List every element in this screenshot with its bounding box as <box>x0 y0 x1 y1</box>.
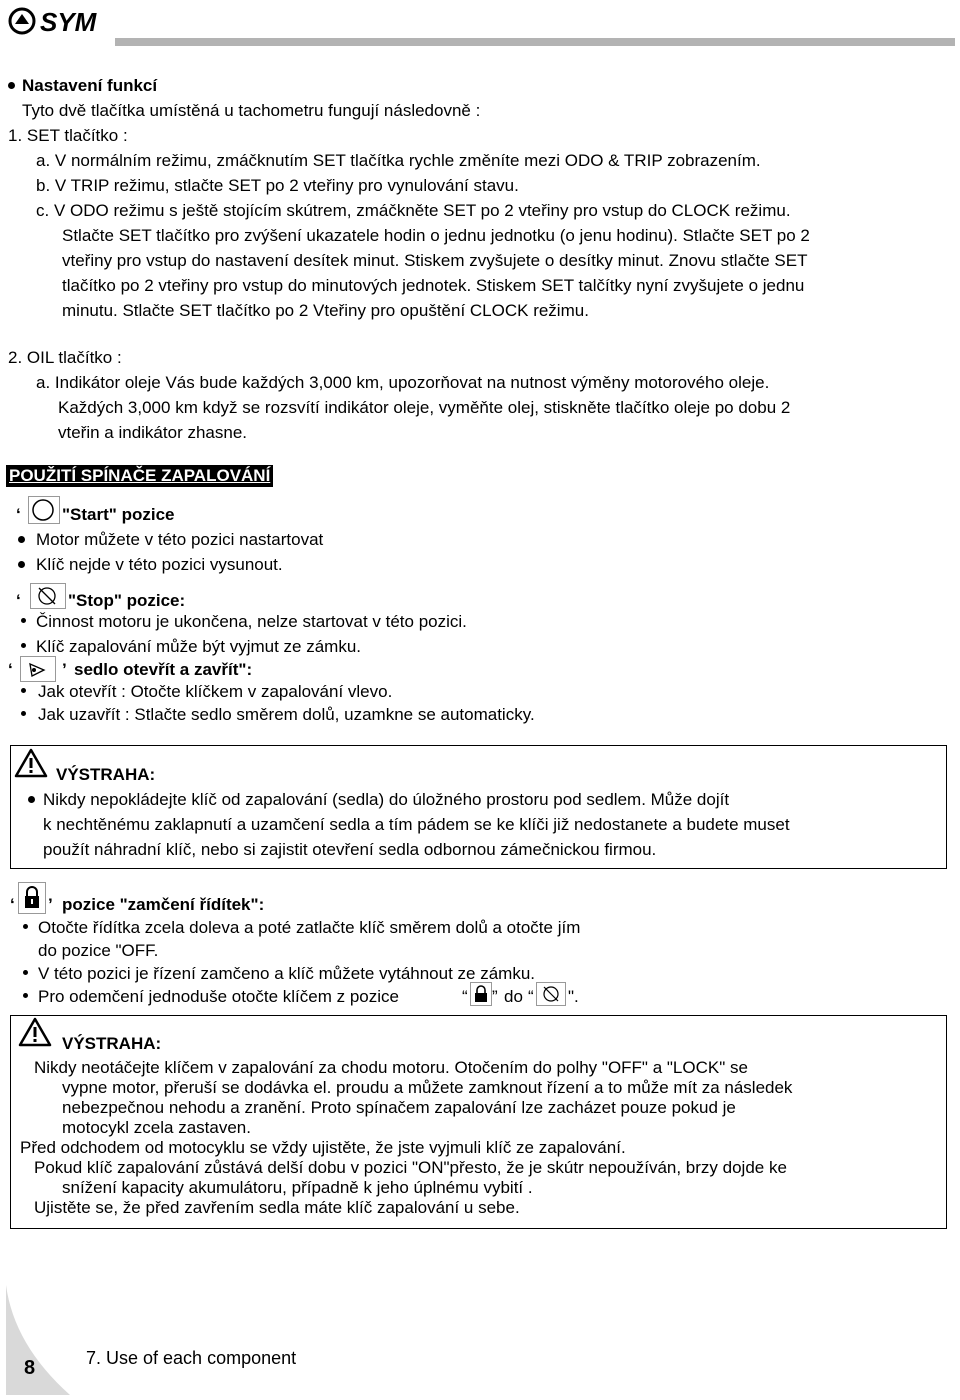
bullet-icon <box>21 688 26 693</box>
warning-line: použít náhradní klíč, nebo si zajistit otevření sedla odbornou zámečnickou firmou. <box>43 840 657 859</box>
warning-line: snížení kapacity akumulátoru, případně k jeho úplnému vybití . <box>62 1178 533 1197</box>
set-item-a: a. V normálním režimu, zmáčknutím SET tlačítka rychle změníte mezi ODO & TRIP zobrazením. <box>36 151 761 170</box>
settings-title: Nastavení funkcí <box>22 76 158 95</box>
bullet-icon <box>21 711 26 716</box>
set-item-c-line: minutu. Stlačte SET tlačítko po 2 Vteřiny pro opuštění CLOCK režimu. <box>62 301 589 320</box>
quote-mark: ‘ <box>8 660 13 679</box>
lock-item: Otočte řídítka zcela doleva a poté zatlačte klíč směrem dolů a otočte jím <box>38 918 581 937</box>
warning-icon <box>14 748 48 783</box>
bullet-icon <box>21 618 26 623</box>
brand-text: SYM <box>40 7 97 36</box>
lock-icon <box>18 882 46 919</box>
seat-label: sedlo otevřít a zavřít": <box>74 660 253 679</box>
settings-intro: Tyto dvě tlačítka umístěná u tachometru fungují následovně : <box>22 101 481 120</box>
oil-item-line: Každých 3,000 km když se rozsvítí indikátor oleje, vyměňte olej, stiskněte tlačítko oleje po dobu 2 <box>58 398 791 417</box>
warning-line: Před odchodem od motocyklu se vždy ujistěte, že jste vyjmuli klíč ze zapalování. <box>20 1138 626 1157</box>
page-number: 8 <box>24 1357 36 1379</box>
lock-end-mark: ". <box>568 987 579 1006</box>
bullet-icon <box>23 993 28 998</box>
warning-line: Ujistěte se, že před zavřením sedla máte klíč zapalování u sebe. <box>34 1198 520 1217</box>
stop-label: "Stop" pozice: <box>68 591 186 610</box>
footer-page-tab <box>0 1285 70 1400</box>
start-label: "Start" pozice <box>62 505 175 524</box>
oil-heading: 2. OIL tlačítko : <box>8 348 122 367</box>
warning-line: vypne motor, přeruší se dodávka el. proudu a můžete zamknout řízení a to může mít za následek <box>62 1078 793 1097</box>
quote-mark: ’ <box>62 660 67 679</box>
warning-line: Nikdy neotáčejte klíčem v zapalování za chodu motoru. Otočením do polhy "OFF" a "LOCK" se <box>34 1058 748 1077</box>
lock-mid-word: do <box>504 987 523 1006</box>
quote-mark: ‘ <box>16 505 21 524</box>
footer-section: 7. Use of each component <box>86 1348 297 1368</box>
bullet-icon <box>18 536 25 543</box>
stop-icon-inline <box>536 982 566 1011</box>
quote-mark: “ <box>462 987 468 1006</box>
set-item-c-line: tlačítko po 2 vteřiny pro vstup do minutových jednotek. Stiskem SET talčítky nyní zvyšujete o jednu <box>62 276 805 295</box>
set-item-c-line: vteřiny pro vstup do nastavení desítek minut. Stiskem zvyšujete o desítky minut. Znovu stlačte SET <box>62 251 808 270</box>
bullet-icon <box>21 643 26 648</box>
lock-item: do pozice "OFF. <box>38 941 159 960</box>
warning-line: k nechtěnému zaklapnutí a uzamčení sedla a tím pádem se ke klíči již nedostanete a budete muset <box>43 815 790 834</box>
warning-icon <box>18 1017 52 1052</box>
seat-item: Jak otevřít : Otočte klíčkem v zapalování vlevo. <box>38 682 393 701</box>
set-item-b: b. V TRIP režimu, stlačte SET po 2 vteřiny pro vynulování stavu. <box>36 176 519 195</box>
quote-mark: ‘ <box>10 895 15 914</box>
warning-title: VÝSTRAHA: <box>62 1034 162 1053</box>
ignition-title: POUŽITÍ SPÍNAČE ZAPALOVÁNÍ <box>6 465 273 487</box>
oil-item-a: a. Indikátor oleje Vás bude každých 3,000 km, upozorňovat na nutnost výměny motorového oleje. <box>36 373 770 392</box>
lock-item: V této pozici je řízení zamčeno a klíč můžete vytáhnout ze zámku. <box>38 964 536 983</box>
start-icon <box>28 496 60 529</box>
stop-item: Činnost motoru je ukončena, nelze startovat v této pozici. <box>36 612 467 631</box>
sym-logo <box>8 6 118 36</box>
warning-title: VÝSTRAHA: <box>56 765 156 784</box>
set-item-c: c. V ODO režimu s ještě stojícím skútrem, zmáčkněte SET po 2 vteřiny pro vstup do CLOCK režimu. <box>36 201 791 220</box>
warning-line: motocykl zcela zastaven. <box>62 1118 251 1137</box>
bullet-icon <box>28 796 35 803</box>
bullet-icon <box>18 561 25 568</box>
set-item-c-line: Stlačte SET tlačítko pro zvýšení ukazatele hodin o jednu jednotku (o jenu hodinu). Stlačte SET po 2 <box>62 226 810 245</box>
lock-icon-inline <box>470 982 492 1011</box>
bullet-icon <box>23 924 28 929</box>
bullet-icon <box>23 970 28 975</box>
set-heading: 1. SET tlačítko : <box>8 126 128 145</box>
start-item: Klíč nejde v této pozici vysunout. <box>36 555 283 574</box>
lock-item: Pro odemčení jednoduše otočte klíčem z pozice <box>38 987 399 1006</box>
seat-item: Jak uzavřít : Stlačte sedlo směrem dolů, uzamkne se automaticky. <box>38 705 535 724</box>
stop-icon <box>30 583 66 614</box>
quote-mark: ” <box>492 987 498 1006</box>
quote-mark: ‘ <box>16 591 21 610</box>
quote-mark: ’ <box>48 895 53 914</box>
warning-line: nebezpečnou nehodu a zranění. Proto spínačem zapalování lze zacházet pouze pokud je <box>62 1098 736 1117</box>
lock-label: pozice "zamčení řídítek": <box>62 895 265 914</box>
start-item: Motor můžete v této pozici nastartovat <box>36 530 324 549</box>
warning-line: Nikdy nepokládejte klíč od zapalování (sedla) do úložného prostoru pod sedlem. Může dojít <box>43 790 730 809</box>
stop-item: Klíč zapalování může být vyjmut ze zámku. <box>36 637 362 656</box>
header-bar <box>115 38 955 46</box>
quote-mark: “ <box>528 987 534 1006</box>
oil-item-line: vteřin a indikátor zhasne. <box>58 423 247 442</box>
bullet-icon <box>8 82 15 89</box>
warning-line: Pokud klíč zapalování zůstává delší dobu v pozici "ON"přesto, že je skútr nepoužíván, brzy dojde ke <box>34 1158 787 1177</box>
